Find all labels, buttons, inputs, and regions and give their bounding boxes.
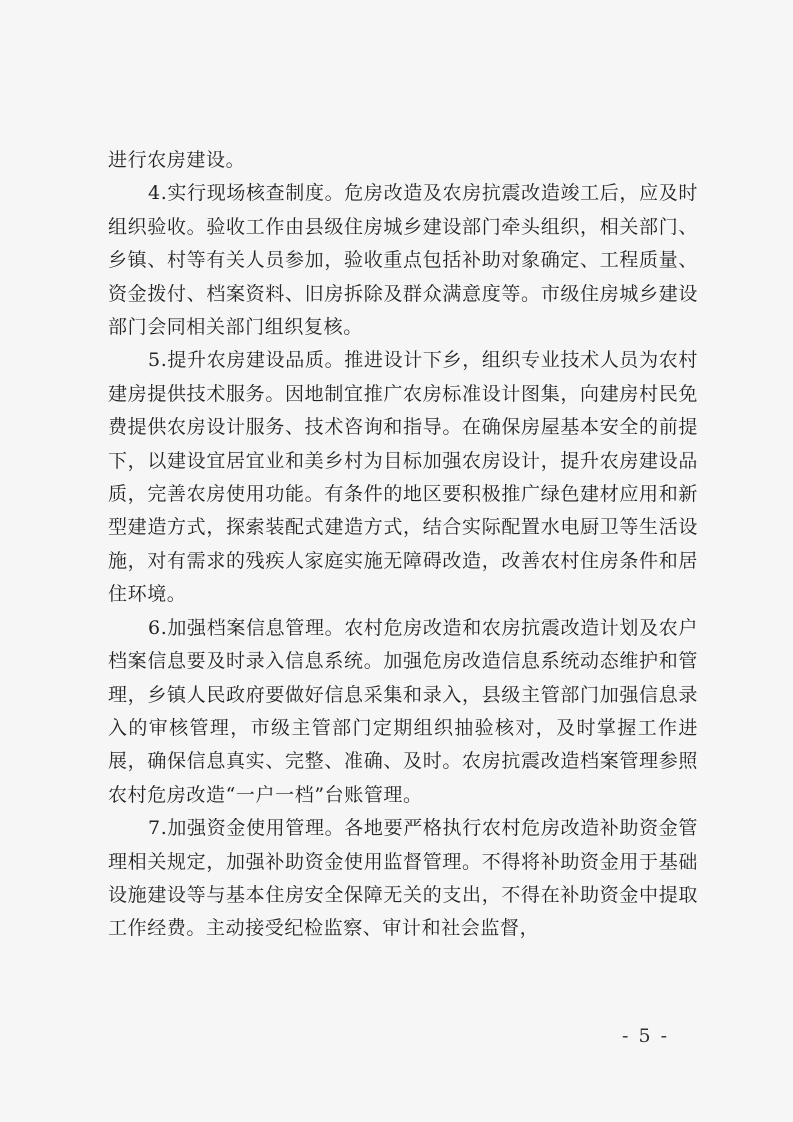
paragraph-item-7: 7.加强资金使用管理。各地要严格执行农村危房改造补助资金管理相关规定，加强补助资金使用监督管理。不得将补助资金用于基础设施建设等与基本住房安全保障无关的支出，不得在补助资金中提取工作经费。主动接受纪检监察、审计和社会监督，: [108, 817, 698, 940]
paragraph-item-5: 5.提升农房建设品质。推进设计下乡，组织专业技术人员为农村建房提供技术服务。因地制宜推广农房标准设计图集，向建房村民免费提供农房设计服务、技术咨询和指导。在确保房屋基本安全的前提下，以建设宜居宜业和美乡村为目标加强农房设计，提升农房建设品质，完善农房使用功能。有条件的地区要积极推广绿色建材应用和新型建造方式，探索装配式建造方式，结合实际配置水电厨卫等生活设施，对有需求的残疾人家庭实施无障碍改造，改善农村住房条件和居住环境。: [108, 349, 698, 606]
paragraph-continuation: 进行农房建设。: [108, 149, 246, 171]
document-body: [108, 144, 698, 946]
paragraph-item-6: 6.加强档案信息管理。农村危房改造和农房抗震改造计划及农户档案信息要及时录入信息系统。加强危房改造信息系统动态维护和管理，乡镇人民政府要做好信息采集和录入，县级主管部门加强信息录入的审核管理，市级主管部门定期组织抽验核对，及时掌握工作进展，确保信息真实、完整、准确、及时。农房抗震改造档案管理参照农村危房改造“一户一档”台账管理。: [108, 616, 698, 806]
paragraph-item-4: 4.实行现场核查制度。危房改造及农房抗震改造竣工后，应及时组织验收。验收工作由县级住房城乡建设部门牵头组织，相关部门、乡镇、村等有关人员参加，验收重点包括补助对象确定、工程质量、资金拨付、档案资料、旧房拆除及群众满意度等。市级住房城乡建设部门会同相关部门组织复核。: [108, 182, 698, 339]
page-number: - 5 -: [622, 1025, 670, 1047]
